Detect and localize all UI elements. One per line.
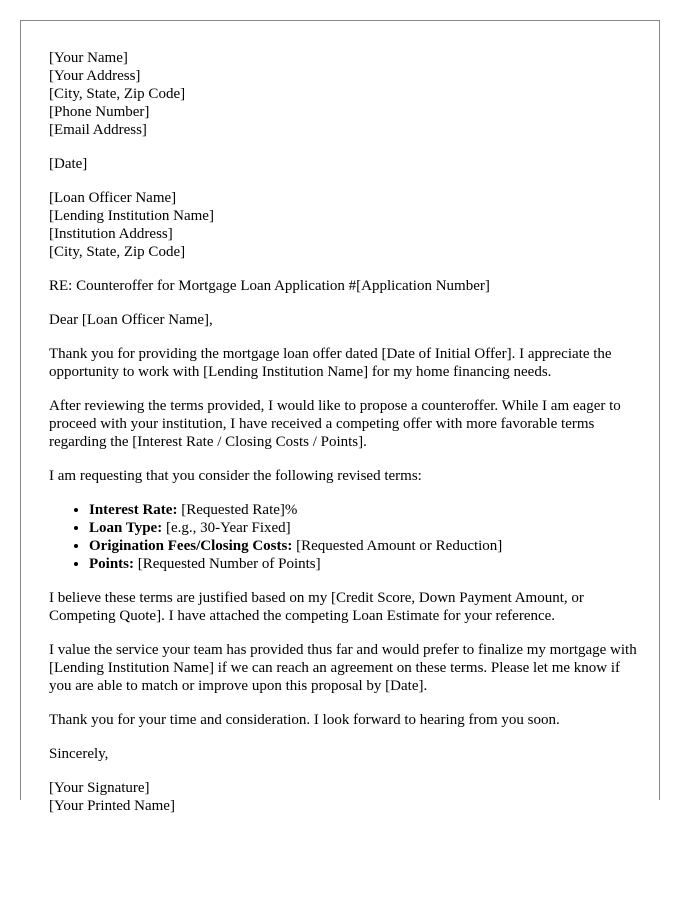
term-label: Loan Type: [89, 520, 163, 536]
sender-address: [Your Address] [49, 68, 141, 84]
signature-block [49, 779, 639, 815]
body-paragraph-2: After reviewing the terms provided, I would like to propose a counteroffer. While I am eager to proceed with your institution, I have received a competing offer with more favorable terms regarding the [Interest Rate / Closing Costs / Points]. [49, 398, 621, 450]
recipient-city-state-zip: [City, State, Zip Code] [49, 244, 186, 260]
letter-page [20, 20, 660, 814]
sender-block [49, 49, 639, 139]
date-block [49, 155, 639, 173]
term-value: [e.g., 30-Year Fixed] [162, 520, 291, 536]
term-label: Points: [89, 556, 134, 572]
closing-paragraph-2: I value the service your team has provided thus far and would prefer to finalize my mortgage with [Lending Institution Name] if we can reach an agreement on these terms. Please let me know if you are able to match or improve upon this proposal by [Date]. [49, 642, 637, 694]
recipient-institution-name: [Lending Institution Name] [49, 208, 214, 224]
sender-name: [Your Name] [49, 50, 128, 66]
list-item [89, 519, 639, 537]
printed-name: [Your Printed Name] [49, 798, 175, 814]
closing-paragraph-3: Thank you for your time and consideration. I look forward to hearing from you soon. [49, 712, 560, 728]
sender-phone: [Phone Number] [49, 104, 150, 120]
subject-line: RE: Counteroffer for Mortgage Loan Application #[Application Number] [49, 278, 490, 294]
term-value: [Requested Amount or Reduction] [292, 538, 503, 554]
recipient-block [49, 189, 639, 261]
signoff: Sincerely, [49, 746, 109, 762]
term-value: [Requested Number of Points] [134, 556, 321, 572]
body-paragraph-1: Thank you for providing the mortgage loan offer dated [Date of Initial Offer]. I appreciate the opportunity to work with [Lending Institution Name] for my home financing needs. [49, 346, 612, 380]
list-item [89, 537, 639, 555]
closing-paragraph-1: I believe these terms are justified based on my [Credit Score, Down Payment Amount, or Competing Quote]. I have attached the competing Loan Estimate for your reference. [49, 590, 584, 624]
signature: [Your Signature] [49, 780, 150, 796]
letter-date: [Date] [49, 156, 88, 172]
letter-content [49, 49, 639, 831]
list-item [89, 555, 639, 573]
list-item [89, 501, 639, 519]
term-label: Interest Rate: [89, 502, 178, 518]
terms-list [49, 501, 639, 573]
sender-email: [Email Address] [49, 122, 147, 138]
term-label: Origination Fees/Closing Costs: [89, 538, 293, 554]
salutation: Dear [Loan Officer Name], [49, 312, 213, 328]
recipient-institution-address: [Institution Address] [49, 226, 173, 242]
term-value: [Requested Rate]% [177, 502, 298, 518]
body-paragraph-3: I am requesting that you consider the following revised terms: [49, 468, 422, 484]
sender-city-state-zip: [City, State, Zip Code] [49, 86, 186, 102]
recipient-officer-name: [Loan Officer Name] [49, 190, 177, 206]
